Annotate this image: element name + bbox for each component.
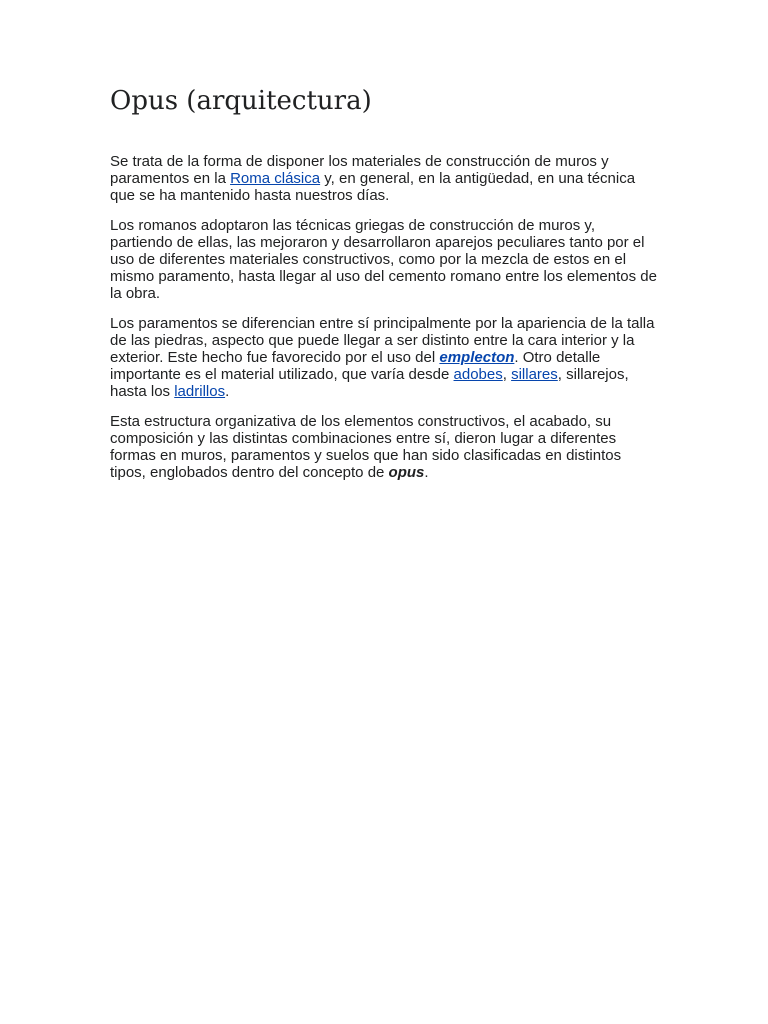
link-emplecton[interactable]: emplecton	[439, 348, 515, 366]
link-sillares[interactable]: sillares	[511, 365, 558, 383]
paragraph-paramentos	[110, 316, 660, 400]
paragraph-text: Los paramentos se diferencian entre sí principalmente por la apariencia de la talla de las piedras, aspecto que puede llegar a ser distinto entre la cara interior y la exterior. Este hecho fue favorecido por el uso del	[110, 315, 655, 366]
link-roma-clasica[interactable]: Roma clásica	[230, 169, 321, 187]
paragraph-text: ,	[502, 365, 512, 383]
paragraph-text: Esta estructura organizativa de los elementos constructivos, el acabado, su composición y las distintas combinaciones entre sí, dieron lugar a diferentes formas en muros, paramentos y suelos que han sido clasificadas en distintos tipos, englobados dentro del concepto de	[110, 413, 622, 481]
link-adobes[interactable]: adobes	[453, 365, 503, 383]
paragraph-estructura	[110, 414, 660, 481]
paragraph-text: . Otro detalle importante es el material utilizado, que varía desde	[110, 348, 601, 383]
paragraph-text: Se trata de la forma de disponer los materiales de construcción de muros y paramentos en la	[110, 153, 609, 187]
paragraph-text: , sillarejos, hasta los	[110, 365, 629, 400]
term-opus: opus	[388, 463, 425, 481]
page-title: Opus (arquitectura)	[110, 86, 372, 116]
paragraph-text: y, en general, en la antigüedad, en una técnica que se ha mantenido hasta nuestros días.	[110, 169, 636, 204]
paragraph-text: .	[424, 463, 429, 481]
paragraph-text: .	[225, 382, 230, 400]
paragraph-intro	[110, 154, 660, 204]
paragraph-romanos: Los romanos adoptaron las técnicas griegas de construcción de muros y, partiendo de ellas, las mejoraron y desarrollaron aparejos peculiares tanto por el uso de diferentes materiales constructivos, como por la mezcla de estos en el mismo paramento, hasta llegar al uso del cemento romano entre los elementos de la obra.	[110, 217, 657, 302]
article-body	[110, 84, 660, 496]
link-ladrillos[interactable]: ladrillos	[174, 382, 226, 400]
